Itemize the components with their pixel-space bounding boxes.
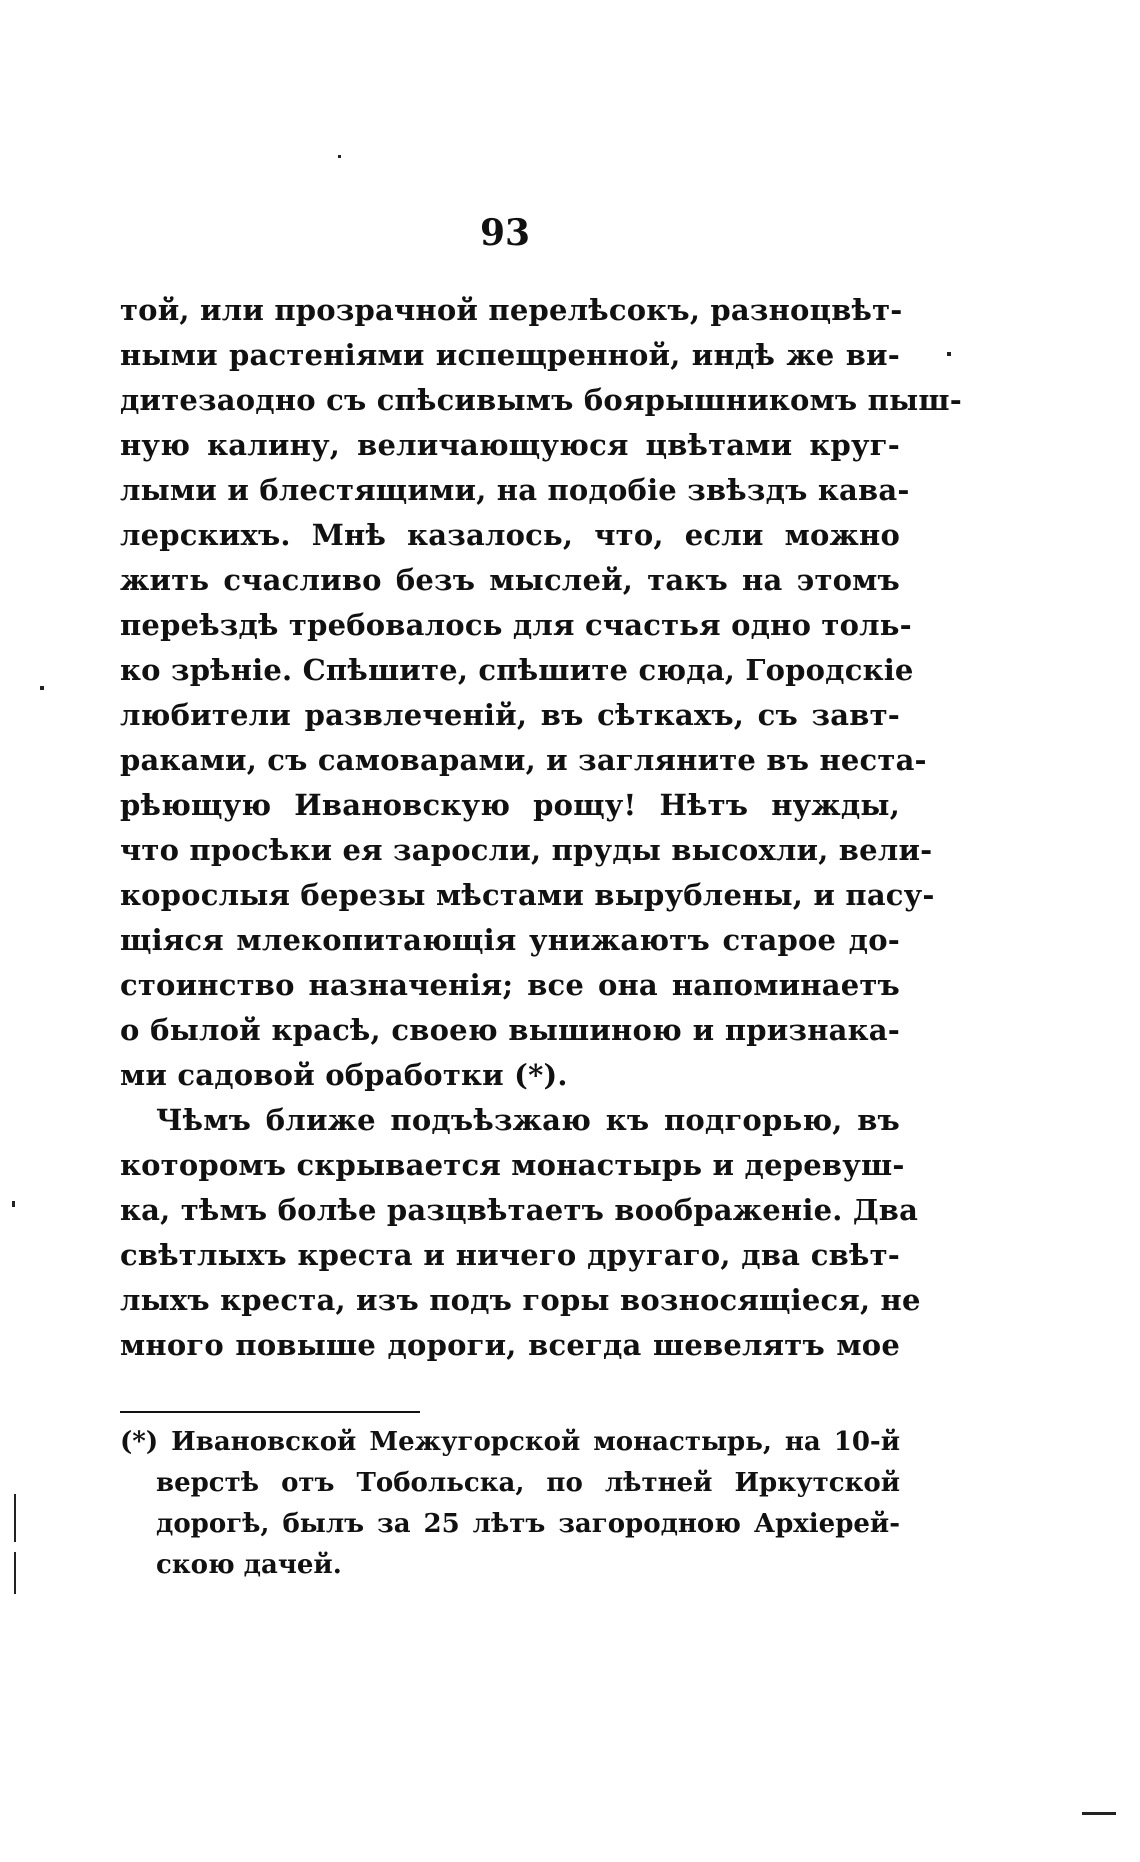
text-line: любители развлеченій, въ сѣткахъ, съ завт- <box>120 698 900 732</box>
page-number: 93 <box>479 212 531 254</box>
footnote-rule <box>120 1411 420 1413</box>
footnote-line: верстѣ отъ Тобольска, по лѣтней Иркутской <box>156 1468 900 1498</box>
text-line: о былой красѣ, своею вышиною и признака- <box>120 1013 900 1047</box>
text-line: лыхъ креста, изъ подъ горы возносящіеся, не <box>120 1283 921 1317</box>
text-line: Чѣмъ ближе подъѣзжаю къ подгорью, въ <box>156 1103 900 1137</box>
text-line: ко зрѣніе. Спѣшите, спѣшите сюда, Городскіе <box>120 653 914 687</box>
text-line: ными растеніями испещренной, индѣ же ви- <box>120 338 900 372</box>
text-line: стоинство назначенія; все она напоминаетъ <box>120 968 900 1002</box>
text-line: свѣтлыхъ креста и ничего другаго, два свѣт- <box>120 1238 900 1272</box>
scan-speck <box>14 1552 16 1594</box>
scan-speck <box>14 1494 16 1542</box>
text-line: ка, тѣмъ болѣе разцвѣтаетъ воображеніе. Два <box>120 1193 919 1227</box>
scan-speck <box>947 352 951 356</box>
text-line: что просѣки ея заросли, пруды высохли, вели- <box>120 833 933 867</box>
footnote-line: (*) Ивановской Межугорской монастырь, на 10-й <box>120 1427 900 1457</box>
text-line: переѣздѣ требовалось для счастья одно толь- <box>120 608 912 642</box>
text-line: корослыя березы мѣстами вырублены, и пасу- <box>120 878 935 912</box>
footnote-line: дорогѣ, былъ за 25 лѣтъ загородною Архіерей- <box>156 1509 900 1539</box>
text-line: рѣющую Ивановскую рощу! Нѣтъ нужды, <box>120 788 900 822</box>
scan-speck <box>338 155 341 158</box>
text-line: той, или прозрачной перелѣсокъ, разноцвѣт- <box>120 293 903 327</box>
text-line: раками, съ самоварами, и загляните въ неста- <box>120 743 927 777</box>
text-line: ную калину, величающуюся цвѣтами круг- <box>120 428 900 462</box>
scan-speck <box>40 686 44 690</box>
text-line: ми садовой обработки (*). <box>120 1058 568 1092</box>
footnote <box>120 1422 900 1586</box>
scan-speck <box>1082 1812 1116 1815</box>
main-text <box>120 288 962 1368</box>
footnote-line: скою дачей. <box>156 1550 342 1580</box>
text-line: много повыше дороги, всегда шевелятъ мое <box>120 1328 900 1362</box>
text-line: лерскихъ. Мнѣ казалось, что, если можно <box>120 518 900 552</box>
scan-speck <box>12 1201 15 1207</box>
text-line: лыми и блестящими, на подобіе звѣздъ кава- <box>120 473 910 507</box>
text-line: щіяся млекопитающія унижаютъ старое до- <box>120 923 900 957</box>
text-line: которомъ скрывается монастырь и деревуш- <box>120 1148 905 1182</box>
text-line: жить счасливо безъ мыслей, такъ на этомъ <box>120 563 900 597</box>
text-line: дитезаодно съ спѣсивымъ боярышникомъ пыш- <box>120 383 962 417</box>
